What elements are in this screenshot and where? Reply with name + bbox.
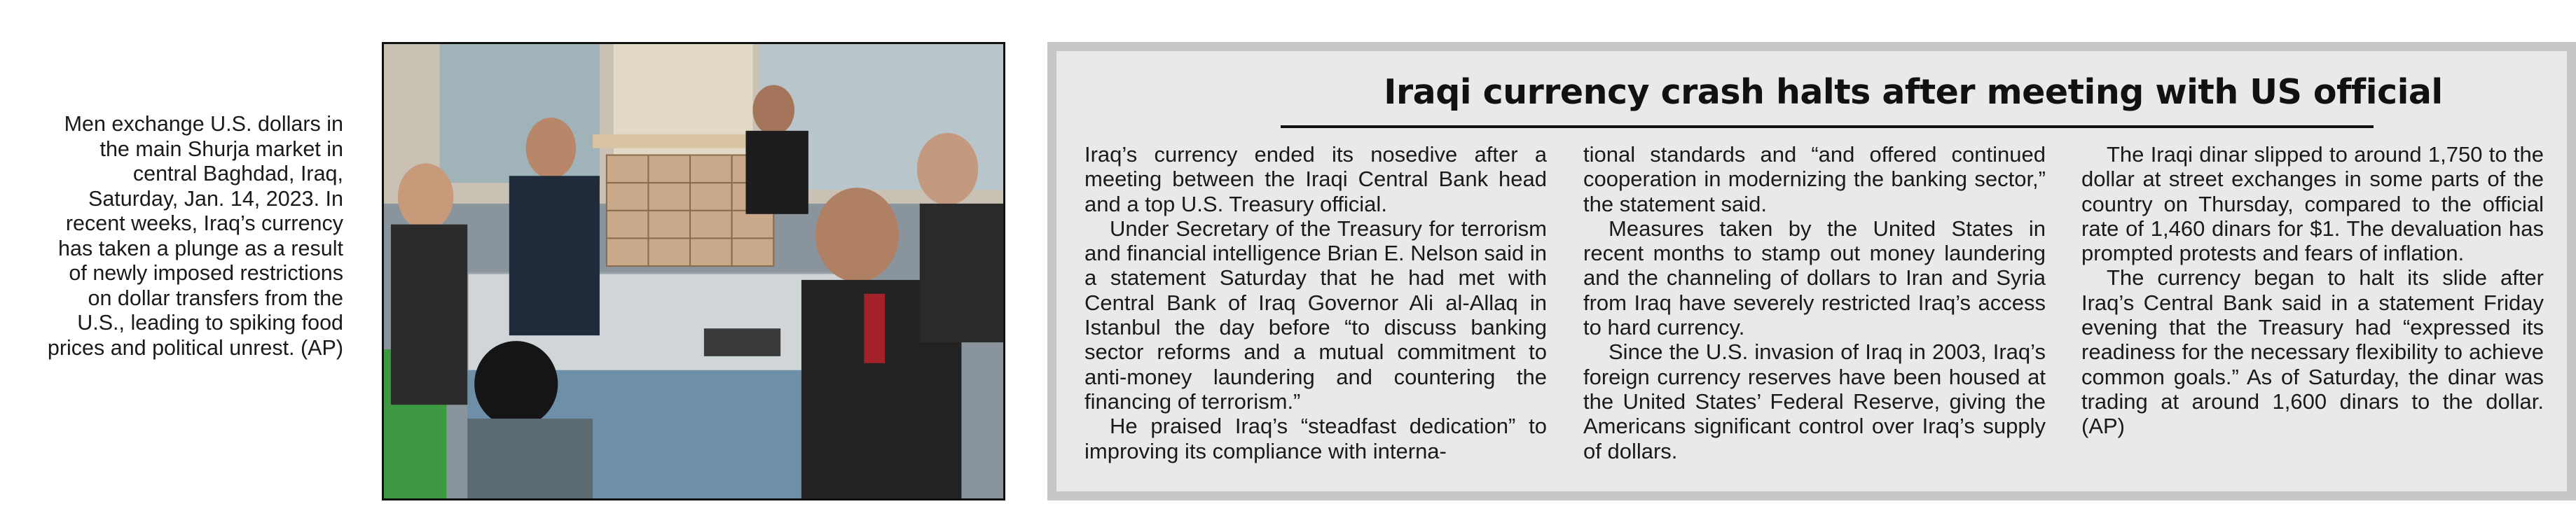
currency-market-photo	[384, 44, 1003, 498]
photo-caption	[42, 112, 343, 360]
article-column-3	[2081, 142, 2544, 439]
article-paragraph: Since the U.S. invasion of Iraq in 2003, Iraq’s foreign currency reserves have been housed at the United States’ Federal Reserve, giving the Americans significant control over Iraq’s supply of dollars.	[1583, 340, 2046, 463]
article-paragraph: tional standards and “and offered continued cooperation in modernizing the banking sector,” the statement said.	[1583, 142, 2046, 216]
article-paragraph: He praised Iraq’s “steadfast dedication” to improving its compliance with interna-	[1084, 414, 1547, 463]
headline-rule	[1281, 125, 2374, 128]
news-photo	[382, 42, 1005, 500]
article-paragraph: The Iraqi dinar slipped to around 1,750 to the dollar at street exchanges in some parts of the country on Thursday, compared to the official rate of 1,460 dinars for $1. The devaluation has prompted protests and fears of inflation.	[2081, 142, 2544, 266]
photo-caption-text: Men exchange U.S. dollars in the main Shurja market in central Baghdad, Iraq, Saturday, Jan. 14, 2023. In recent weeks, Iraq’s currency has taken a plunge as a result of newly imposed restrictions on dollar transfers from the U.S., leading to spiking food prices and political unrest. (AP)	[47, 112, 343, 360]
article-box	[1047, 42, 2576, 500]
article-paragraph: Measures taken by the United States in recent months to stamp out money laundering and the channeling of dollars to Iran and Syria from Iraq have severely restricted Iraq’s access to hard currency.	[1583, 216, 2046, 340]
article-column-2	[1583, 142, 2046, 463]
article-column-1	[1084, 142, 1547, 463]
article-paragraph: Iraq’s currency ended its nosedive after a meeting between the Iraqi Central Bank head and a top U.S. Treasury official.	[1084, 142, 1547, 216]
article-headline: Iraqi currency crash halts after meeting with US official	[1384, 72, 2443, 112]
article-paragraph: The currency began to halt its slide after Iraq’s Central Bank said in a statement Friday evening that the Treasury had “expressed its readiness for the necessary flexibility to achieve common goals.” As of Saturday, the dinar was trading at around 1,600 dinars to the dollar. (AP)	[2081, 265, 2544, 439]
article-paragraph: Under Secretary of the Treasury for terrorism and financial intelligence Brian E. Nelson said in a statement Saturday that he had met with Central Bank of Iraq Governor Ali al-Allaq in Istanbul the day before “to discuss banking sector reforms and a mutual commitment to anti-money laundering and countering the financing of terrorism.”	[1084, 216, 1548, 414]
